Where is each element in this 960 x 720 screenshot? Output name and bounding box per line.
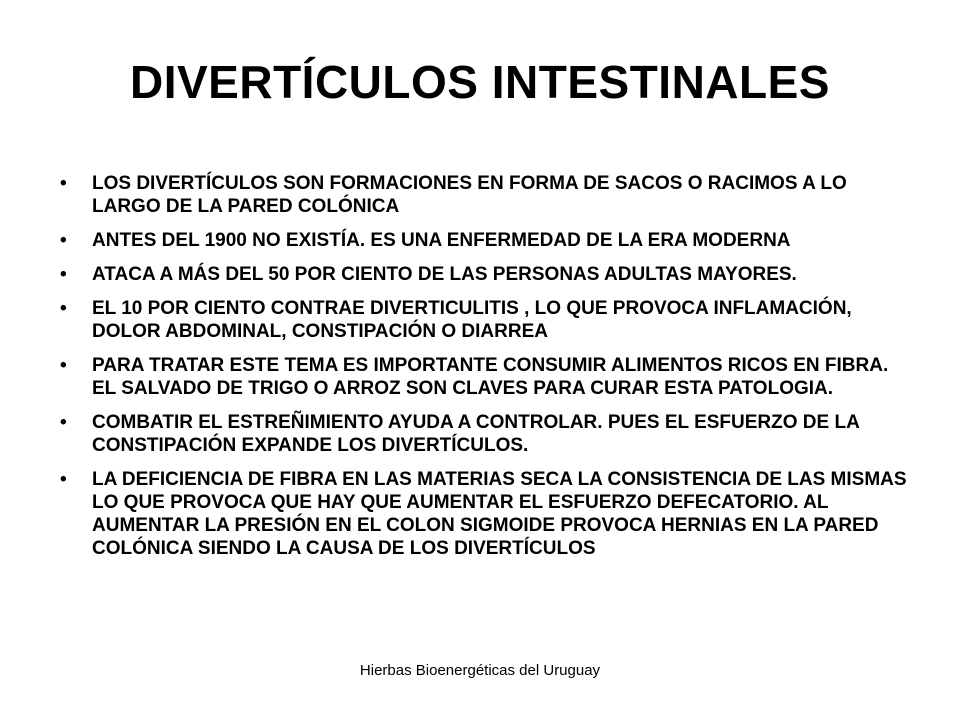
bullet-item [56, 229, 916, 252]
bullet-marker: • [60, 355, 67, 376]
bullet-text: COMBATIR EL ESTREÑIMIENTO AYUDA A CONTROLAR. PUES EL ESFUERZO DE LA CONSTIPACIÓN EXPANDE LOS DIVERTÍCULOS. [92, 412, 860, 456]
bullet-marker: • [60, 173, 67, 194]
bullet-list [56, 172, 916, 571]
bullet-item [56, 297, 916, 343]
bullet-text: ANTES DEL 1900 NO EXISTÍA. ES UNA ENFERMEDAD DE LA ERA MODERNA [92, 230, 791, 251]
bullet-marker: • [60, 412, 67, 433]
bullet-text: LA DEFICIENCIA DE FIBRA EN LAS MATERIAS SECA LA CONSISTENCIA DE LAS MISMAS LO QUE PROVOCA QUE HAY QUE AUMENTAR EL ESFUERZO DEFECATORIO. AL AUMENTAR LA PRESIÓN EN EL COLON SIGMOIDE PROVOCA HERNIAS EN LA PARED COLÓNICA SIENDO LA CAUSA DE LOS DIVERTÍCULOS [92, 469, 907, 559]
bullet-item [56, 468, 916, 560]
bullet-marker: • [60, 230, 67, 251]
bullet-marker: • [60, 264, 67, 285]
bullet-marker: • [60, 298, 67, 319]
bullet-item [56, 411, 916, 457]
bullet-marker: • [60, 469, 67, 490]
bullet-item [56, 263, 916, 286]
bullet-text: LOS DIVERTÍCULOS SON FORMACIONES EN FORMA DE SACOS O RACIMOS A LO LARGO DE LA PARED COLÓNICA [92, 173, 847, 217]
bullet-text: EL 10 POR CIENTO CONTRAE DIVERTICULITIS , LO QUE PROVOCA INFLAMACIÓN, DOLOR ABDOMINAL, CONSTIPACIÓN O DIARREA [92, 298, 852, 342]
bullet-item [56, 172, 916, 218]
slide-footer: Hierbas Bioenergéticas del Uruguay [359, 662, 601, 679]
bullet-item [56, 354, 916, 400]
slide-title: DIVERTÍCULOS INTESTINALES [130, 56, 830, 108]
bullet-text: ATACA A MÁS DEL 50 POR CIENTO DE LAS PERSONAS ADULTAS MAYORES. [92, 264, 797, 285]
bullet-text: PARA TRATAR ESTE TEMA ES IMPORTANTE CONSUMIR ALIMENTOS RICOS EN FIBRA. EL SALVADO DE TRIGO O ARROZ SON CLAVES PARA CURAR ESTA PATOLOGIA. [92, 355, 889, 399]
